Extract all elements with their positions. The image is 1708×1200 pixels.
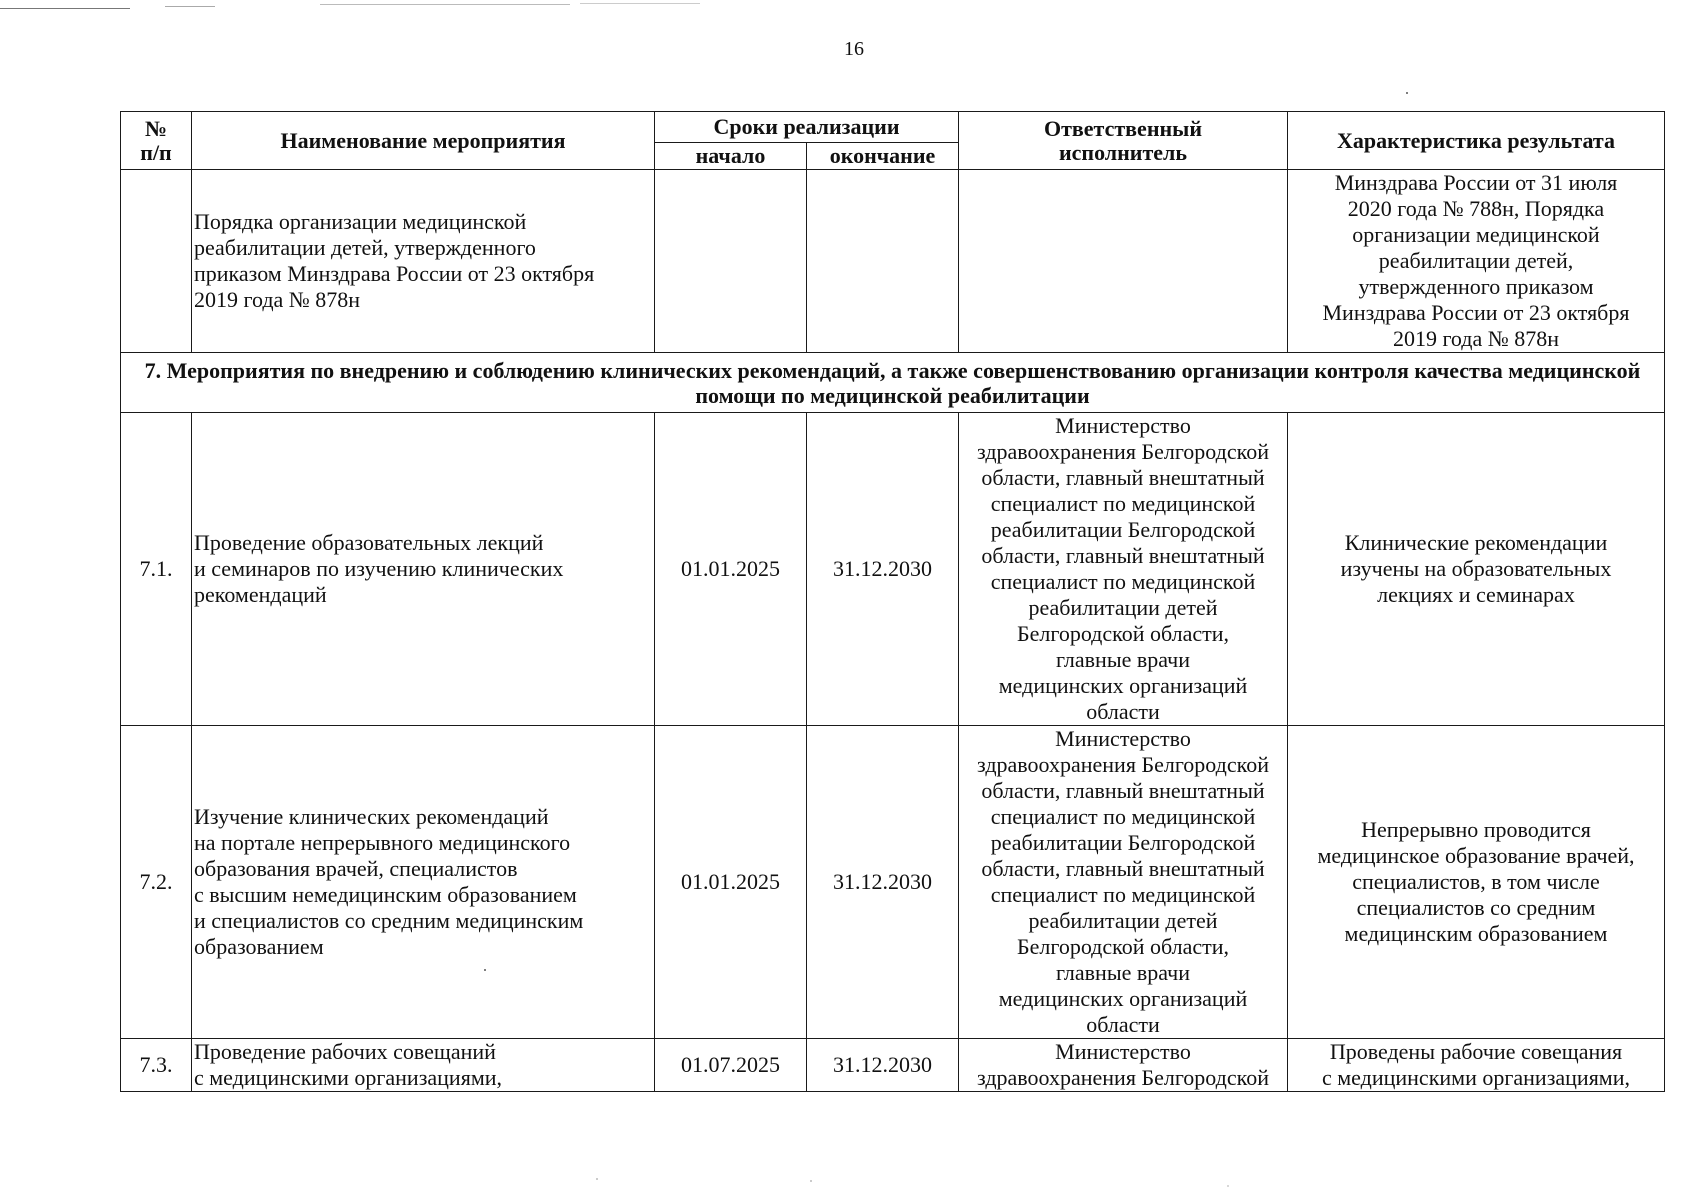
cell-activity-name: Изучение клинических рекомендаций на портале непрерывного медицинского образования врачей, специалистов с высшим немедицинским образованием и специалистов со средним медицинским образованием <box>192 726 655 1039</box>
table-row <box>121 170 1665 353</box>
header-end: окончание <box>807 143 959 170</box>
scan-speck <box>1406 92 1408 94</box>
cell-result: Минздрава России от 31 июля 2020 года № 788н, Порядка организации медицинской реабилитации детей, утвержденного приказом Минздрава России от 23 октября 2019 года № 878н <box>1288 170 1665 353</box>
table-row <box>121 1039 1665 1092</box>
scan-speck <box>484 969 486 971</box>
cell-start: 01.07.2025 <box>655 1039 807 1092</box>
page-number: 16 <box>844 38 864 60</box>
cell-number <box>121 170 192 353</box>
cell-end <box>807 170 959 353</box>
cell-start: 01.01.2025 <box>655 726 807 1039</box>
header-start: начало <box>655 143 807 170</box>
cell-number: 7.1. <box>121 413 192 726</box>
scan-artifact-line <box>580 3 700 4</box>
header-terms: Сроки реализации <box>655 112 959 143</box>
table-row <box>121 413 1665 726</box>
table-header <box>121 112 1665 170</box>
cell-end: 31.12.2030 <box>807 1039 959 1092</box>
scan-artifact-line <box>0 8 130 9</box>
cell-end: 31.12.2030 <box>807 413 959 726</box>
cell-end: 31.12.2030 <box>807 726 959 1039</box>
scan-speck <box>1227 1185 1229 1187</box>
cell-result: Клинические рекомендации изучены на образовательных лекциях и семинарах <box>1288 413 1665 726</box>
header-result: Характеристика результата <box>1288 112 1665 170</box>
header-number: № п/п <box>121 112 192 170</box>
scan-speck <box>810 1180 812 1182</box>
scan-artifact-line <box>320 4 570 5</box>
cell-activity-name: Порядка организации медицинской реабилитации детей, утвержденного приказом Минздрава России от 23 октября 2019 года № 878н <box>192 170 655 353</box>
cell-activity-name: Проведение рабочих совещаний с медицинскими организациями, <box>192 1039 655 1092</box>
activities-table <box>120 111 1665 1092</box>
cell-number: 7.2. <box>121 726 192 1039</box>
cell-number: 7.3. <box>121 1039 192 1092</box>
header-executor: Ответственный исполнитель <box>959 112 1288 170</box>
scan-artifact-line <box>165 6 215 7</box>
cell-executor <box>959 170 1288 353</box>
cell-executor: Министерство здравоохранения Белгородской <box>959 1039 1288 1092</box>
cell-result: Проведены рабочие совещания с медицинскими организациями, <box>1288 1039 1665 1092</box>
section-row <box>121 353 1665 413</box>
header-activity-name: Наименование мероприятия <box>192 112 655 170</box>
cell-result: Непрерывно проводится медицинское образование врачей, специалистов, в том числе специалистов со средним медицинским образованием <box>1288 726 1665 1039</box>
cell-start: 01.01.2025 <box>655 413 807 726</box>
cell-executor: Министерство здравоохранения Белгородской области, главный внештатный специалист по медицинской реабилитации Белгородской области, главный внештатный специалист по медицинской реабилитации детей Белгородской области, главные врачи медицинских организаций области <box>959 413 1288 726</box>
cell-start <box>655 170 807 353</box>
section-title: 7. Мероприятия по внедрению и соблюдению клинических рекомендаций, а также совершенствованию организации контроля качества медицинской помощи по медицинской реабилитации <box>121 353 1665 413</box>
table-row <box>121 726 1665 1039</box>
scan-speck <box>596 1178 598 1180</box>
cell-activity-name: Проведение образовательных лекций и семинаров по изучению клинических рекомендаций <box>192 413 655 726</box>
cell-executor: Министерство здравоохранения Белгородской области, главный внештатный специалист по медицинской реабилитации Белгородской области, главный внештатный специалист по медицинской реабилитации детей Белгородской области, главные врачи медицинских организаций области <box>959 726 1288 1039</box>
